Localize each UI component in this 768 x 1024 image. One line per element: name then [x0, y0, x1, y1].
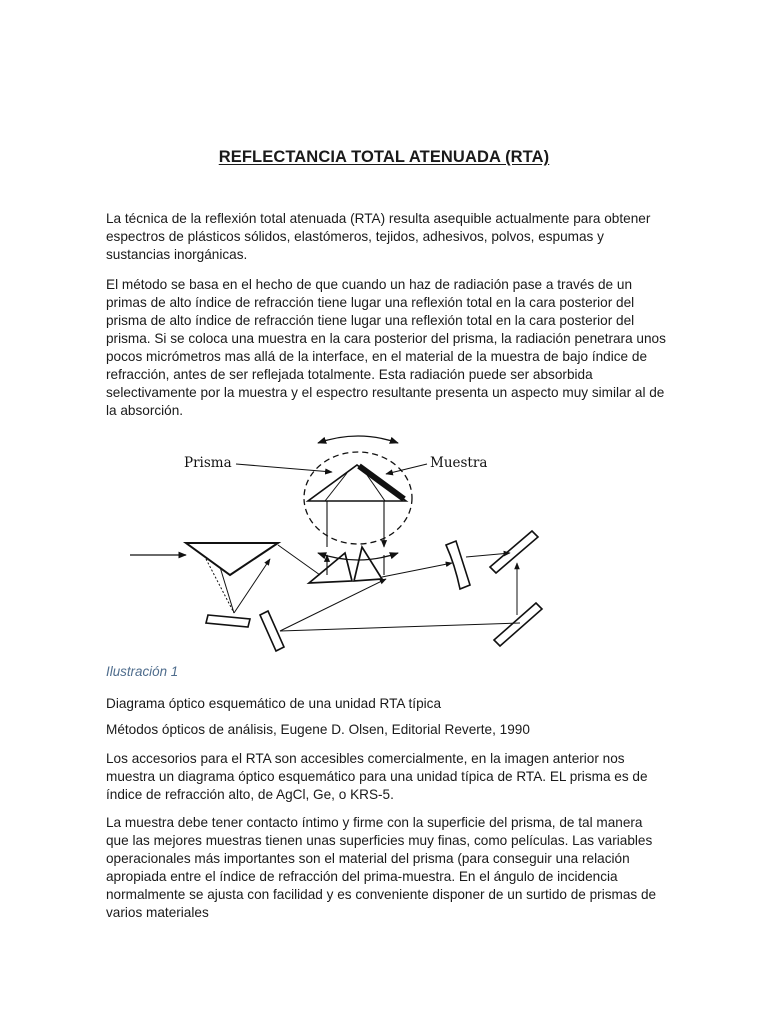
figure-description: Diagrama óptico esquemático de una unidad RTA típica	[106, 696, 442, 711]
sample-label: Muestra	[430, 455, 488, 471]
atr-prism	[308, 465, 406, 501]
small-prism-right	[354, 547, 382, 581]
rta-optical-diagram	[122, 435, 562, 660]
method-paragraph: El método se basa en el hecho de que cuando un haz de radiación pase a través de un primas de alto índice de refracción tiene lugar una reflexión total en la cara posterior del prisma de alto índice de refracción tiene lugar una reflexión total en la cara posterior del prisma. Si se coloca una muestra en la cara posterior del prisma, la radiación penetrara unos pocos micrómetros mas allá de la interface, en el material de la muestra de bajo índice de refracción, antes de ser reflejada totalmente. Esta radiación puede ser absorbida selectivamente por la muestra y el espectro resultante presenta un aspecto muy similar al de la absorción.	[106, 277, 666, 418]
accessories-paragraph: Los accesorios para el RTA son accesibles comercialmente, en la imagen anterior nos muestra un diagrama óptico esquemático para una unidad típica de RTA. EL prisma es de índice de refracción alto, de AgCl, Ge, o KRS-5.	[106, 751, 648, 802]
left-bottom-mirror	[206, 615, 250, 627]
top-right-mirror	[490, 531, 538, 573]
rotation-arrow-top	[318, 436, 398, 443]
input-prism	[186, 543, 278, 575]
right-curved-mirror	[446, 541, 470, 589]
document-title: REFLECTANCIA TOTAL ATENUADA (RTA)	[218, 148, 550, 166]
bottom-right-mirror	[494, 603, 542, 646]
sample-contact-paragraph: La muestra debe tener contacto íntimo y firme con la superficie del prisma, de tal manera que las mejores muestras tienen unas superficies muy finas, como películas. Las variables operacionales más importantes son el material del prisma (para conseguir una relación apropiada entre el índice de refracción del prima-muestra. En el ángulo de incidencia normalmente se ajusta con facilidad y es conveniente disponer de un surtido de prismas de varios materiales	[106, 815, 657, 920]
figure-caption: Ilustración 1	[106, 664, 179, 679]
prism-label: Prisma	[184, 455, 232, 471]
rotation-arrow-bottom	[318, 553, 398, 560]
reference-citation: Métodos ópticos de análisis, Eugene D. Olsen, Editorial Reverte, 1990	[106, 722, 530, 737]
intro-paragraph: La técnica de la reflexión total atenuada (RTA) resulta asequible actualmente para obtener espectros de plásticos sólidos, elastómeros, tejidos, adhesivos, polvos, espumas y sustancias inorgánicas.	[106, 211, 651, 262]
small-prism-left	[309, 553, 352, 583]
